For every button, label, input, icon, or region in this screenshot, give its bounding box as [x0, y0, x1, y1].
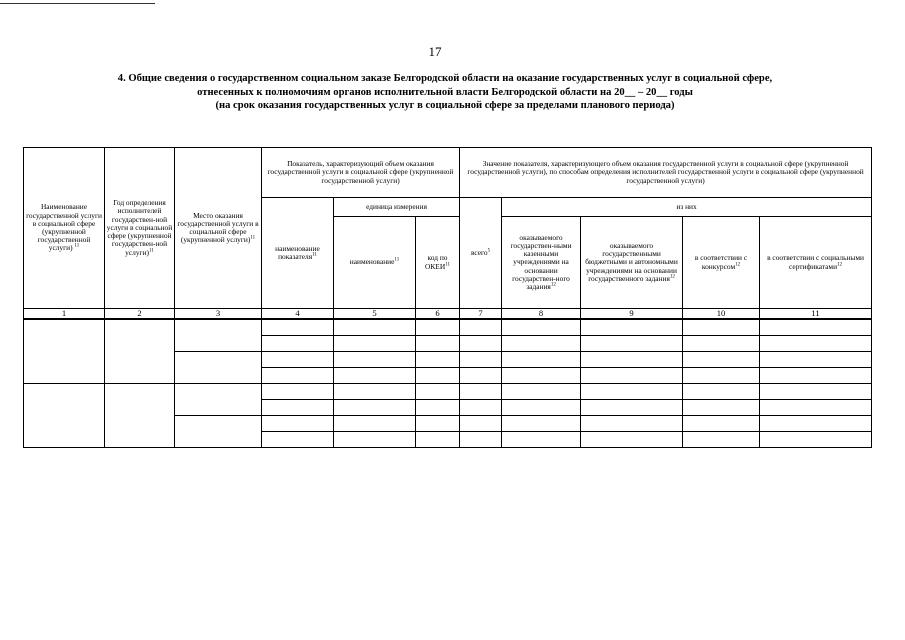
- table-cell[interactable]: [416, 368, 460, 384]
- table-cell[interactable]: [502, 384, 581, 400]
- table-cell[interactable]: [581, 319, 683, 336]
- top-rule: [0, 3, 155, 4]
- table-cell[interactable]: [416, 384, 460, 400]
- table-cell[interactable]: [760, 319, 872, 336]
- table-cell[interactable]: [262, 319, 334, 336]
- table-cell[interactable]: [460, 416, 502, 432]
- title-line-3: (на срок оказания государственных услуг в социальной сфере за пределами планового периода): [215, 100, 675, 111]
- table-cell[interactable]: [460, 352, 502, 368]
- table-cell[interactable]: [760, 352, 872, 368]
- table-cell[interactable]: [683, 400, 760, 416]
- table-cell[interactable]: [262, 384, 334, 400]
- table-cell[interactable]: [502, 336, 581, 352]
- column-number: 9: [581, 309, 683, 320]
- table-cell[interactable]: [502, 400, 581, 416]
- table-cell[interactable]: [24, 384, 105, 448]
- column-number: 5: [334, 309, 416, 320]
- table-cell[interactable]: [416, 416, 460, 432]
- table-cell[interactable]: [502, 432, 581, 448]
- table-cell[interactable]: [460, 336, 502, 352]
- table-cell[interactable]: [262, 432, 334, 448]
- table-cell[interactable]: [760, 368, 872, 384]
- table-cell[interactable]: [334, 336, 416, 352]
- table-cell[interactable]: [334, 416, 416, 432]
- header-competition: в соответствии с конкурсом$^{12}$: [683, 217, 760, 309]
- table-cell[interactable]: [175, 352, 262, 384]
- table-cell[interactable]: [334, 352, 416, 368]
- table-cell[interactable]: [760, 400, 872, 416]
- table-cell[interactable]: [581, 368, 683, 384]
- table-cell[interactable]: [502, 319, 581, 336]
- header-total: всего$^5$: [460, 198, 502, 309]
- table-cell[interactable]: [760, 416, 872, 432]
- table-cell[interactable]: [581, 336, 683, 352]
- table-cell[interactable]: [105, 319, 175, 384]
- table-cell[interactable]: [262, 352, 334, 368]
- table-cell[interactable]: [175, 384, 262, 416]
- table-cell[interactable]: [460, 432, 502, 448]
- header-state-institutions: оказываемого государствен-ными казенными учреждениями на основании государствен-ного задания$^{12}$: [502, 217, 581, 309]
- header-unit-group: единица измерения: [334, 198, 460, 217]
- column-number: 2: [105, 309, 175, 320]
- column-number: 6: [416, 309, 460, 320]
- table-cell[interactable]: [262, 400, 334, 416]
- header-okei-code: код по ОКЕИ$^{11}$: [416, 217, 460, 309]
- header-budget-institutions: оказываемого государственными бюджетными и автономными учреждениями на основании государственного задания$^{12}$: [581, 217, 683, 309]
- table-cell[interactable]: [460, 319, 502, 336]
- table-cell[interactable]: [334, 319, 416, 336]
- table-cell[interactable]: [24, 319, 105, 384]
- title-line-2: отнесенных к полномочиям органов исполнительной власти Белгородской области на 20__ – 20__ годы: [197, 86, 693, 98]
- table-cell[interactable]: [460, 368, 502, 384]
- column-number: 8: [502, 309, 581, 320]
- header-place: Место оказания государственной услуги в социальной сфере (укрупненной услуги)$^{11}$: [175, 148, 262, 309]
- table-cell[interactable]: [416, 336, 460, 352]
- table-cell[interactable]: [175, 319, 262, 352]
- social-order-table: [23, 147, 872, 448]
- table-cell[interactable]: [416, 432, 460, 448]
- table-cell[interactable]: [581, 432, 683, 448]
- table-cell[interactable]: [416, 352, 460, 368]
- table-cell[interactable]: [683, 384, 760, 400]
- table-cell[interactable]: [416, 319, 460, 336]
- column-number: 3: [175, 309, 262, 320]
- table-cell[interactable]: [683, 336, 760, 352]
- table-cell[interactable]: [334, 432, 416, 448]
- table-cell[interactable]: [581, 384, 683, 400]
- table-cell[interactable]: [502, 368, 581, 384]
- section-title: [40, 72, 850, 113]
- table-cell[interactable]: [581, 416, 683, 432]
- column-number: 1: [24, 309, 105, 320]
- table-cell[interactable]: [581, 352, 683, 368]
- table-cell[interactable]: [760, 432, 872, 448]
- table-cell[interactable]: [175, 416, 262, 448]
- table-cell[interactable]: [502, 416, 581, 432]
- table-cell[interactable]: [683, 416, 760, 432]
- page-number: 17: [428, 44, 442, 59]
- header-of-them: из них: [502, 198, 872, 217]
- table-cell[interactable]: [334, 368, 416, 384]
- table-cell[interactable]: [581, 400, 683, 416]
- header-indicator-group: Показатель, характеризующий объем оказания государственной услуги в социальной сфере (укрупненной государственной услуги): [262, 148, 460, 198]
- table-cell[interactable]: [683, 432, 760, 448]
- table-cell[interactable]: [460, 400, 502, 416]
- table-cell[interactable]: [262, 416, 334, 432]
- table-cell[interactable]: [760, 384, 872, 400]
- table-cell[interactable]: [262, 336, 334, 352]
- column-number: 7: [460, 309, 502, 320]
- table-cell[interactable]: [105, 384, 175, 448]
- table-cell[interactable]: [502, 352, 581, 368]
- table-cell[interactable]: [334, 400, 416, 416]
- table-cell[interactable]: [416, 400, 460, 416]
- header-service-name: Наименование государственной услуги в социальной сфере (укрупненной государственной услуги) $^{11}$: [24, 148, 105, 309]
- title-line-1: 4. Общие сведения о государственном социальном заказе Белгородской области на оказание государственных услуг в социальной сфере,: [117, 73, 773, 84]
- table-cell[interactable]: [334, 384, 416, 400]
- table-cell[interactable]: [262, 368, 334, 384]
- table-cell[interactable]: [683, 368, 760, 384]
- header-unit-name: наименование$^{11}$: [334, 217, 416, 309]
- header-certificates: в соответствии с социальными сертификатами$^{12}$: [760, 217, 872, 309]
- column-number: 10: [683, 309, 760, 320]
- table-cell[interactable]: [683, 319, 760, 336]
- header-year: Год определения исполнителей государствен-ной услуги в социальной сфере (укрупненной государствен-ной услуги)$^{11}$: [105, 148, 175, 309]
- table-cell[interactable]: [683, 352, 760, 368]
- table-cell[interactable]: [760, 336, 872, 352]
- column-number: 11: [760, 309, 872, 320]
- header-indicator-name: наименование показателя$^{11}$: [262, 198, 334, 309]
- table-cell[interactable]: [460, 384, 502, 400]
- column-number: 4: [262, 309, 334, 320]
- header-value-group: Значение показателя, характеризующего объем оказания государственной услуги в социальной сфере (укрупненной государственной услуги), по способам определения исполнителей государственной услуги в социальной сфере (укрупненной государственной услуги): [460, 148, 872, 198]
